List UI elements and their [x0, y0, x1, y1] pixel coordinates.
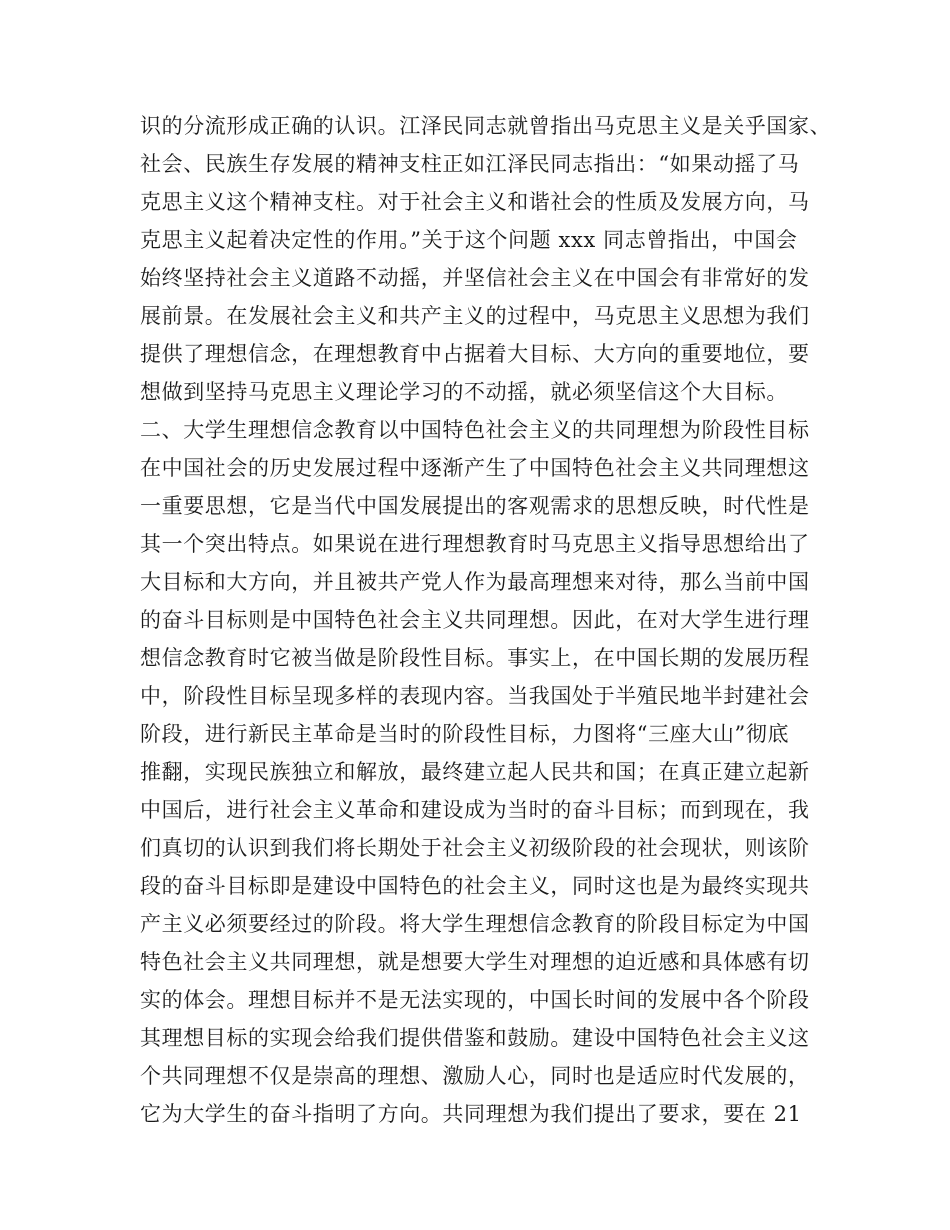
text-line: 个共同理想不仅是崇高的理想、激励人心，同时也是适应时代发展的，	[140, 1064, 810, 1088]
text-line: 社会、民族生存发展的精神支柱正如江泽民同志指出：“如果动摇了马	[140, 152, 800, 176]
text-line: 其一个突出特点。如果说在进行理想教育时马克思主义指导思想给出了	[140, 532, 810, 556]
text-line: 展前景。在发展社会主义和共产主义的过程中，马克思主义思想为我们	[140, 304, 810, 328]
text-line: 一重要思想，它是当代中国发展提出的客观需求的思想反映，时代性是	[140, 494, 810, 518]
text-line: 推翻，实现民族独立和解放，最终建立起人民共和国；在真正建立起新	[140, 760, 810, 784]
text-line: 想做到坚持马克思主义理论学习的不动摇，就必须坚信这个大目标。	[140, 380, 788, 404]
text-line: 特色社会主义共同理想，就是想要大学生对理想的迫近感和具体感有切	[140, 950, 810, 974]
text-line: 产主义必须要经过的阶段。将大学生理想信念教育的阶段目标定为中国	[140, 912, 810, 936]
text-line: 想信念教育时它被当做是阶段性目标。事实上，在中国长期的发展历程	[140, 646, 810, 670]
section-heading: 二、大学生理想信念教育以中国特色社会主义的共同理想为阶段性目标	[140, 418, 810, 442]
text-line: 的奋斗目标则是中国特色社会主义共同理想。因此，在对大学生进行理	[140, 608, 810, 632]
text-line: 阶段，进行新民主革命是当时的阶段性目标，力图将“三座大山”彻底	[140, 722, 790, 746]
text-line: 中，阶段性目标呈现多样的表现内容。当我国处于半殖民地半封建社会	[140, 684, 810, 708]
text-line: 实的体会。理想目标并不是无法实现的，中国长时间的发展中各个阶段	[140, 988, 810, 1012]
text-line: 们真切的认识到我们将长期处于社会主义初级阶段的社会现状，则该阶	[140, 836, 810, 860]
text-line: 克思主义起着决定性的作用。”关于这个问题 xxx 同志曾指出，中国会	[140, 228, 798, 252]
text-line: 它为大学生的奋斗指明了方向。共同理想为我们提出了要求，要在 21	[140, 1102, 802, 1126]
text-line: 其理想目标的实现会给我们提供借鉴和鼓励。建设中国特色社会主义这	[140, 1026, 810, 1050]
text-line: 大目标和大方向，并且被共产党人作为最高理想来对待，那么当前中国	[140, 570, 810, 594]
text-line: 在中国社会的历史发展过程中逐渐产生了中国特色社会主义共同理想这	[140, 456, 810, 480]
text-line: 中国后，进行社会主义革命和建设成为当时的奋斗目标；而到现在，我	[140, 798, 810, 822]
text-line: 识的分流形成正确的认识。江泽民同志就曾指出马克思主义是关乎国家、	[140, 114, 832, 138]
text-line: 始终坚持社会主义道路不动摇，并坚信社会主义在中国会有非常好的发	[140, 266, 810, 290]
text-line: 克思主义这个精神支柱。对于社会主义和谐社会的性质及发展方向，马	[140, 190, 810, 214]
text-line: 提供了理想信念，在理想教育中占据着大目标、大方向的重要地位，要	[140, 342, 810, 366]
text-line: 段的奋斗目标即是建设中国特色的社会主义，同时这也是为最终实现共	[140, 874, 810, 898]
body-text	[140, 107, 840, 1133]
